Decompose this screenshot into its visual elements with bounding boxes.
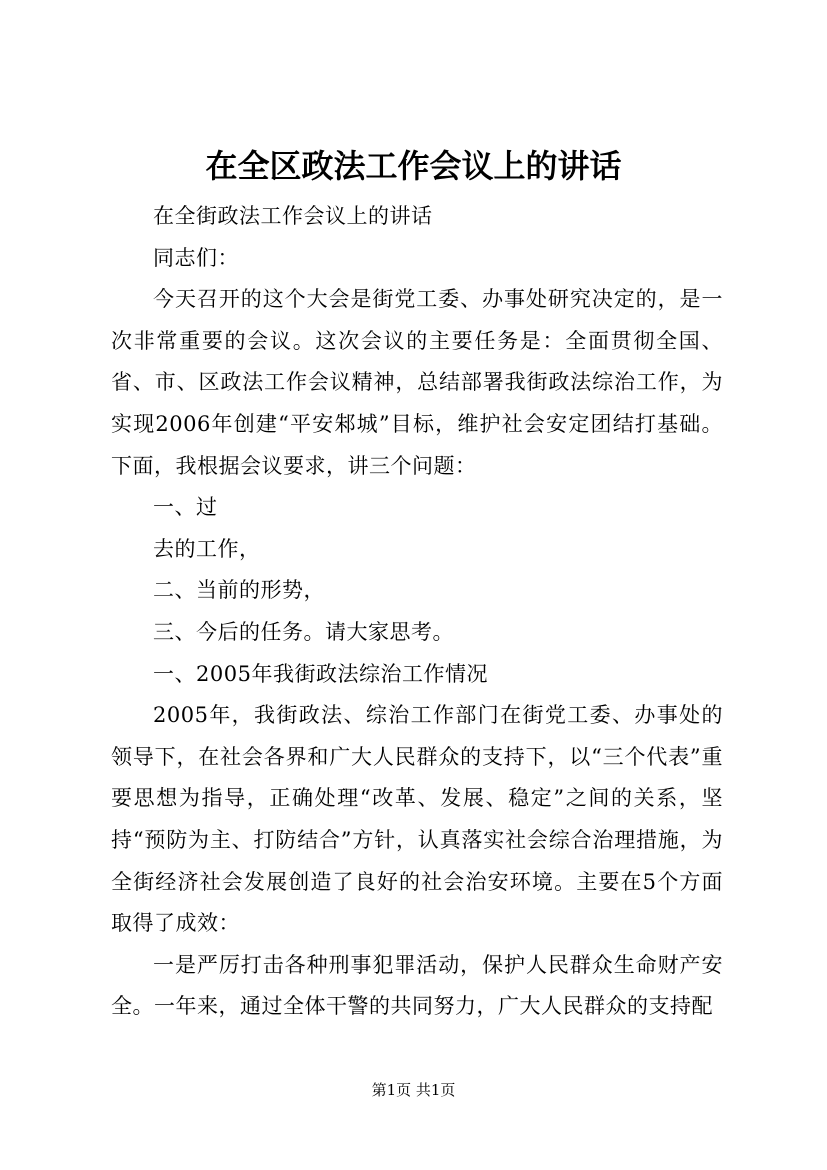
page-footer: 第1页 共1页 — [371, 1081, 456, 1099]
paragraph-subtitle: 在全街政法工作会议上的讲话 — [153, 204, 433, 228]
document-body — [111, 196, 723, 1028]
paragraph-intro: 今天召开的这个大会是街党工委、办事处研究决定的，是一次非常重要的会议。这次会议的主要任务是：全面贯彻全国、省、市、区政法工作会议精神，总结部署我街政法综治工作，为实现2006年创建“平安邾城”目标，维护社会安定团结打基础。下面，我根据会议要求，讲三个问题： — [111, 287, 723, 478]
paragraph-item-1b: 去的工作， — [153, 536, 261, 561]
paragraph-summary-2005: 2005年，我街政法、综治工作部门在街党工委、办事处的领导下，在社会各界和广大人民群众的支持下，以“三个代表”重要思想为指导，正确处理“改革、发展、稳定”之间的关系，坚持“预防为主、打防结合”方针，认真落实社会综合治理措施，为全街经济社会发展创造了良好的社会治安环境。主要在5个方面取得了成效： — [111, 703, 723, 936]
document-title: 在全区政法工作会议上的讲话 — [205, 147, 622, 185]
paragraph-item-3: 三、今后的任务。请大家思考。 — [153, 619, 454, 644]
paragraph-achievement-1: 一是严厉打击各种刑事犯罪活动，保护人民群众生命财产安全。一年来，通过全体干警的共同努力，广大人民群众的支持配 — [111, 952, 723, 1019]
paragraph-item-1a: 一、过 — [153, 495, 218, 520]
section-heading-1: 一、2005年我街政法综治工作情况 — [153, 661, 488, 686]
paragraph-item-2: 二、当前的形势， — [153, 578, 325, 603]
paragraph-salutation: 同志们： — [153, 245, 239, 270]
